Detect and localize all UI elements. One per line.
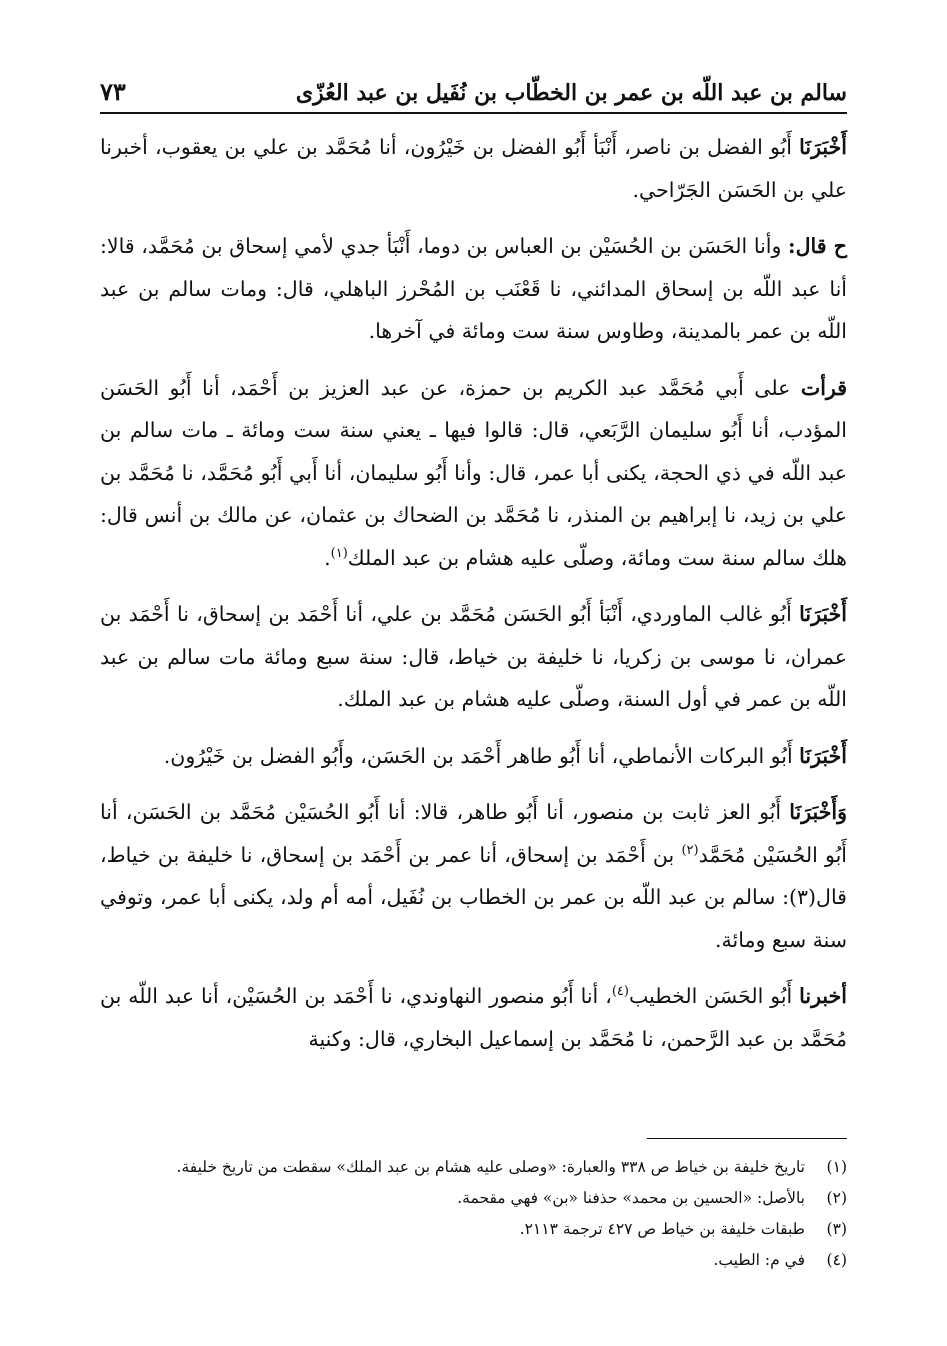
paragraph xyxy=(100,791,847,961)
paragraph-tail: . xyxy=(324,545,331,570)
paragraph-lead: قرأت xyxy=(800,375,847,400)
footnote xyxy=(100,1214,847,1245)
paragraph xyxy=(100,593,847,721)
page-number: ٧٣ xyxy=(100,77,126,106)
paragraph-text: أَبُو البركات الأنماطي، أنا أَبُو طاهر أَحْمَد بن الحَسَن، وأَبُو الفضل بن خَيْرُون. xyxy=(163,743,800,768)
paragraph-lead: أَخْبَرَنَا xyxy=(799,602,847,626)
paragraph-text: على أَبي مُحَمَّد عبد الكريم بن حمزة، عن عبد العزيز بن أَحْمَد، أنا أَبُو الحَسَن المؤدب، أنا أَبُو سليمان الرَّبَعي، قال: قالوا فيها ـ يعني سنة ست ومائة ـ مات سالم بن عبد اللّه في ذي الحجة، يكنى أبا عمر، قال: وأنا أَبُو سليمان، أنا أَبي أَبُو مُحَمَّد، نا مُحَمَّد بن علي بن زيد، نا إبراهيم بن المنذر، نا مُحَمَّد بن الضحاك بن عثمان، عن مالك بن أنس قال: هلك سالم سنة ست ومائة، وصلّى عليه هشام بن عبد الملك xyxy=(100,375,847,570)
paragraph-text: أَبُو العز ثابت بن منصور، أنا أَبُو طاهر، قالا: أنا أَبُو الحُسَيْن مُحَمَّد بن الحَسَن، أنا أَبُو الحُسَيْن مُحَمَّد xyxy=(100,800,848,867)
paragraph-lead: أَخْبَرَنَا xyxy=(799,135,847,159)
paragraph xyxy=(100,975,847,1060)
paragraph xyxy=(100,225,847,353)
paragraph-tail: بن أَحْمَد بن إسحاق، أنا عمر بن أَحْمَد بن إسحاق، نا خليفة بن خياط، قال(٣): سالم بن عبد اللّه بن عمر بن الخطاب بن نُفَيل، أمه أم ولد، يكنى أبا عمر، وتوفي سنة سبع ومائة. xyxy=(100,842,847,952)
footnote-number: (٢) xyxy=(826,1189,847,1207)
footnotes xyxy=(100,1152,847,1276)
footnote xyxy=(100,1183,847,1214)
footnote xyxy=(100,1245,847,1276)
footnote-ref[interactable]: (٤) xyxy=(611,984,629,1000)
paragraph xyxy=(100,367,847,580)
paragraph-lead: ح قال: xyxy=(788,234,847,258)
paragraph-text: أَبُو الفضل بن ناصر، أَنْبَأ أَبُو الفضل بن خَيْرُون، أنا مُحَمَّد بن علي بن يعقوب، أخبرنا علي بن الحَسَن الجَرّاحي. xyxy=(100,135,847,202)
paragraph-lead: أَخْبَرَنَا xyxy=(799,743,847,768)
footnote-number: (١) xyxy=(826,1158,847,1176)
paragraph-text: وأنا الحَسَن بن الحُسَيْن بن العباس بن دوما، أَنْبَأ جدي لأمي إسحاق بن مُحَمَّد، قالا: أنا عبد اللّه بن إسحاق المدائني، نا قَعْنَب بن المُحْرز الباهلي، قال: ومات سالم بن عبد اللّه بن عمر بالمدينة، وطاوس سنة ست ومائة في آخرها. xyxy=(100,234,847,343)
footnote-text: تاريخ خليفة بن خياط ص ٣٣٨ والعبارة: «وصلى عليه هشام بن عبد الملك» سقطت من تاريخ خليفة. xyxy=(176,1158,805,1176)
footnote-number: (٤) xyxy=(826,1251,847,1269)
paragraph-tail: ، أنا أَبُو منصور النهاوندي، نا أَحْمَد بن الحُسَيْن، أنا عبد اللّه بن مُحَمَّد بن عبد الرَّحمن، نا مُحَمَّد بن إسماعيل البخاري، قال: وكنية xyxy=(100,984,847,1051)
footnote xyxy=(100,1152,847,1183)
header-rule xyxy=(100,112,847,114)
paragraph-lead: أخبرنا xyxy=(799,984,847,1008)
running-title: سالم بن عبد اللّه بن عمر بن الخطّاب بن نُفَيل بن عبد العُزّى xyxy=(295,80,847,106)
paragraph-text: أَبُو الحَسَن الخطيب xyxy=(628,984,800,1008)
footnote-rule xyxy=(647,1138,847,1139)
footnote-ref[interactable]: (٢) xyxy=(681,842,699,858)
main-text xyxy=(100,126,847,1074)
running-header xyxy=(100,72,847,106)
footnote-ref[interactable]: (١) xyxy=(330,545,348,561)
paragraph-text: أَبُو غالب الماوردي، أَنْبَأ أَبُو الحَسَن مُحَمَّد بن علي، أنا أَحْمَد بن إسحاق، نا أَحْمَد بن عمران، نا موسى بن زكريا، نا خليفة بن خياط، قال: سنة سبع ومائة مات سالم بن عبد اللّه بن عمر في أول السنة، وصلّى عليه هشام بن عبد الملك. xyxy=(100,602,847,711)
paragraph-lead: وَأَخْبَرَنَا xyxy=(789,800,847,824)
footnote-text: في م: الطيب. xyxy=(713,1251,805,1269)
paragraph xyxy=(100,126,847,211)
footnote-text: بالأصل: «الحسين بن محمد» حذفنا «بن» فهي مقحمة. xyxy=(457,1189,805,1207)
paragraph xyxy=(100,735,847,778)
footnote-text: طبقات خليفة بن خياط ص ٤٢٧ ترجمة ٢١١٣. xyxy=(519,1220,805,1238)
footnote-number: (٣) xyxy=(826,1220,847,1238)
